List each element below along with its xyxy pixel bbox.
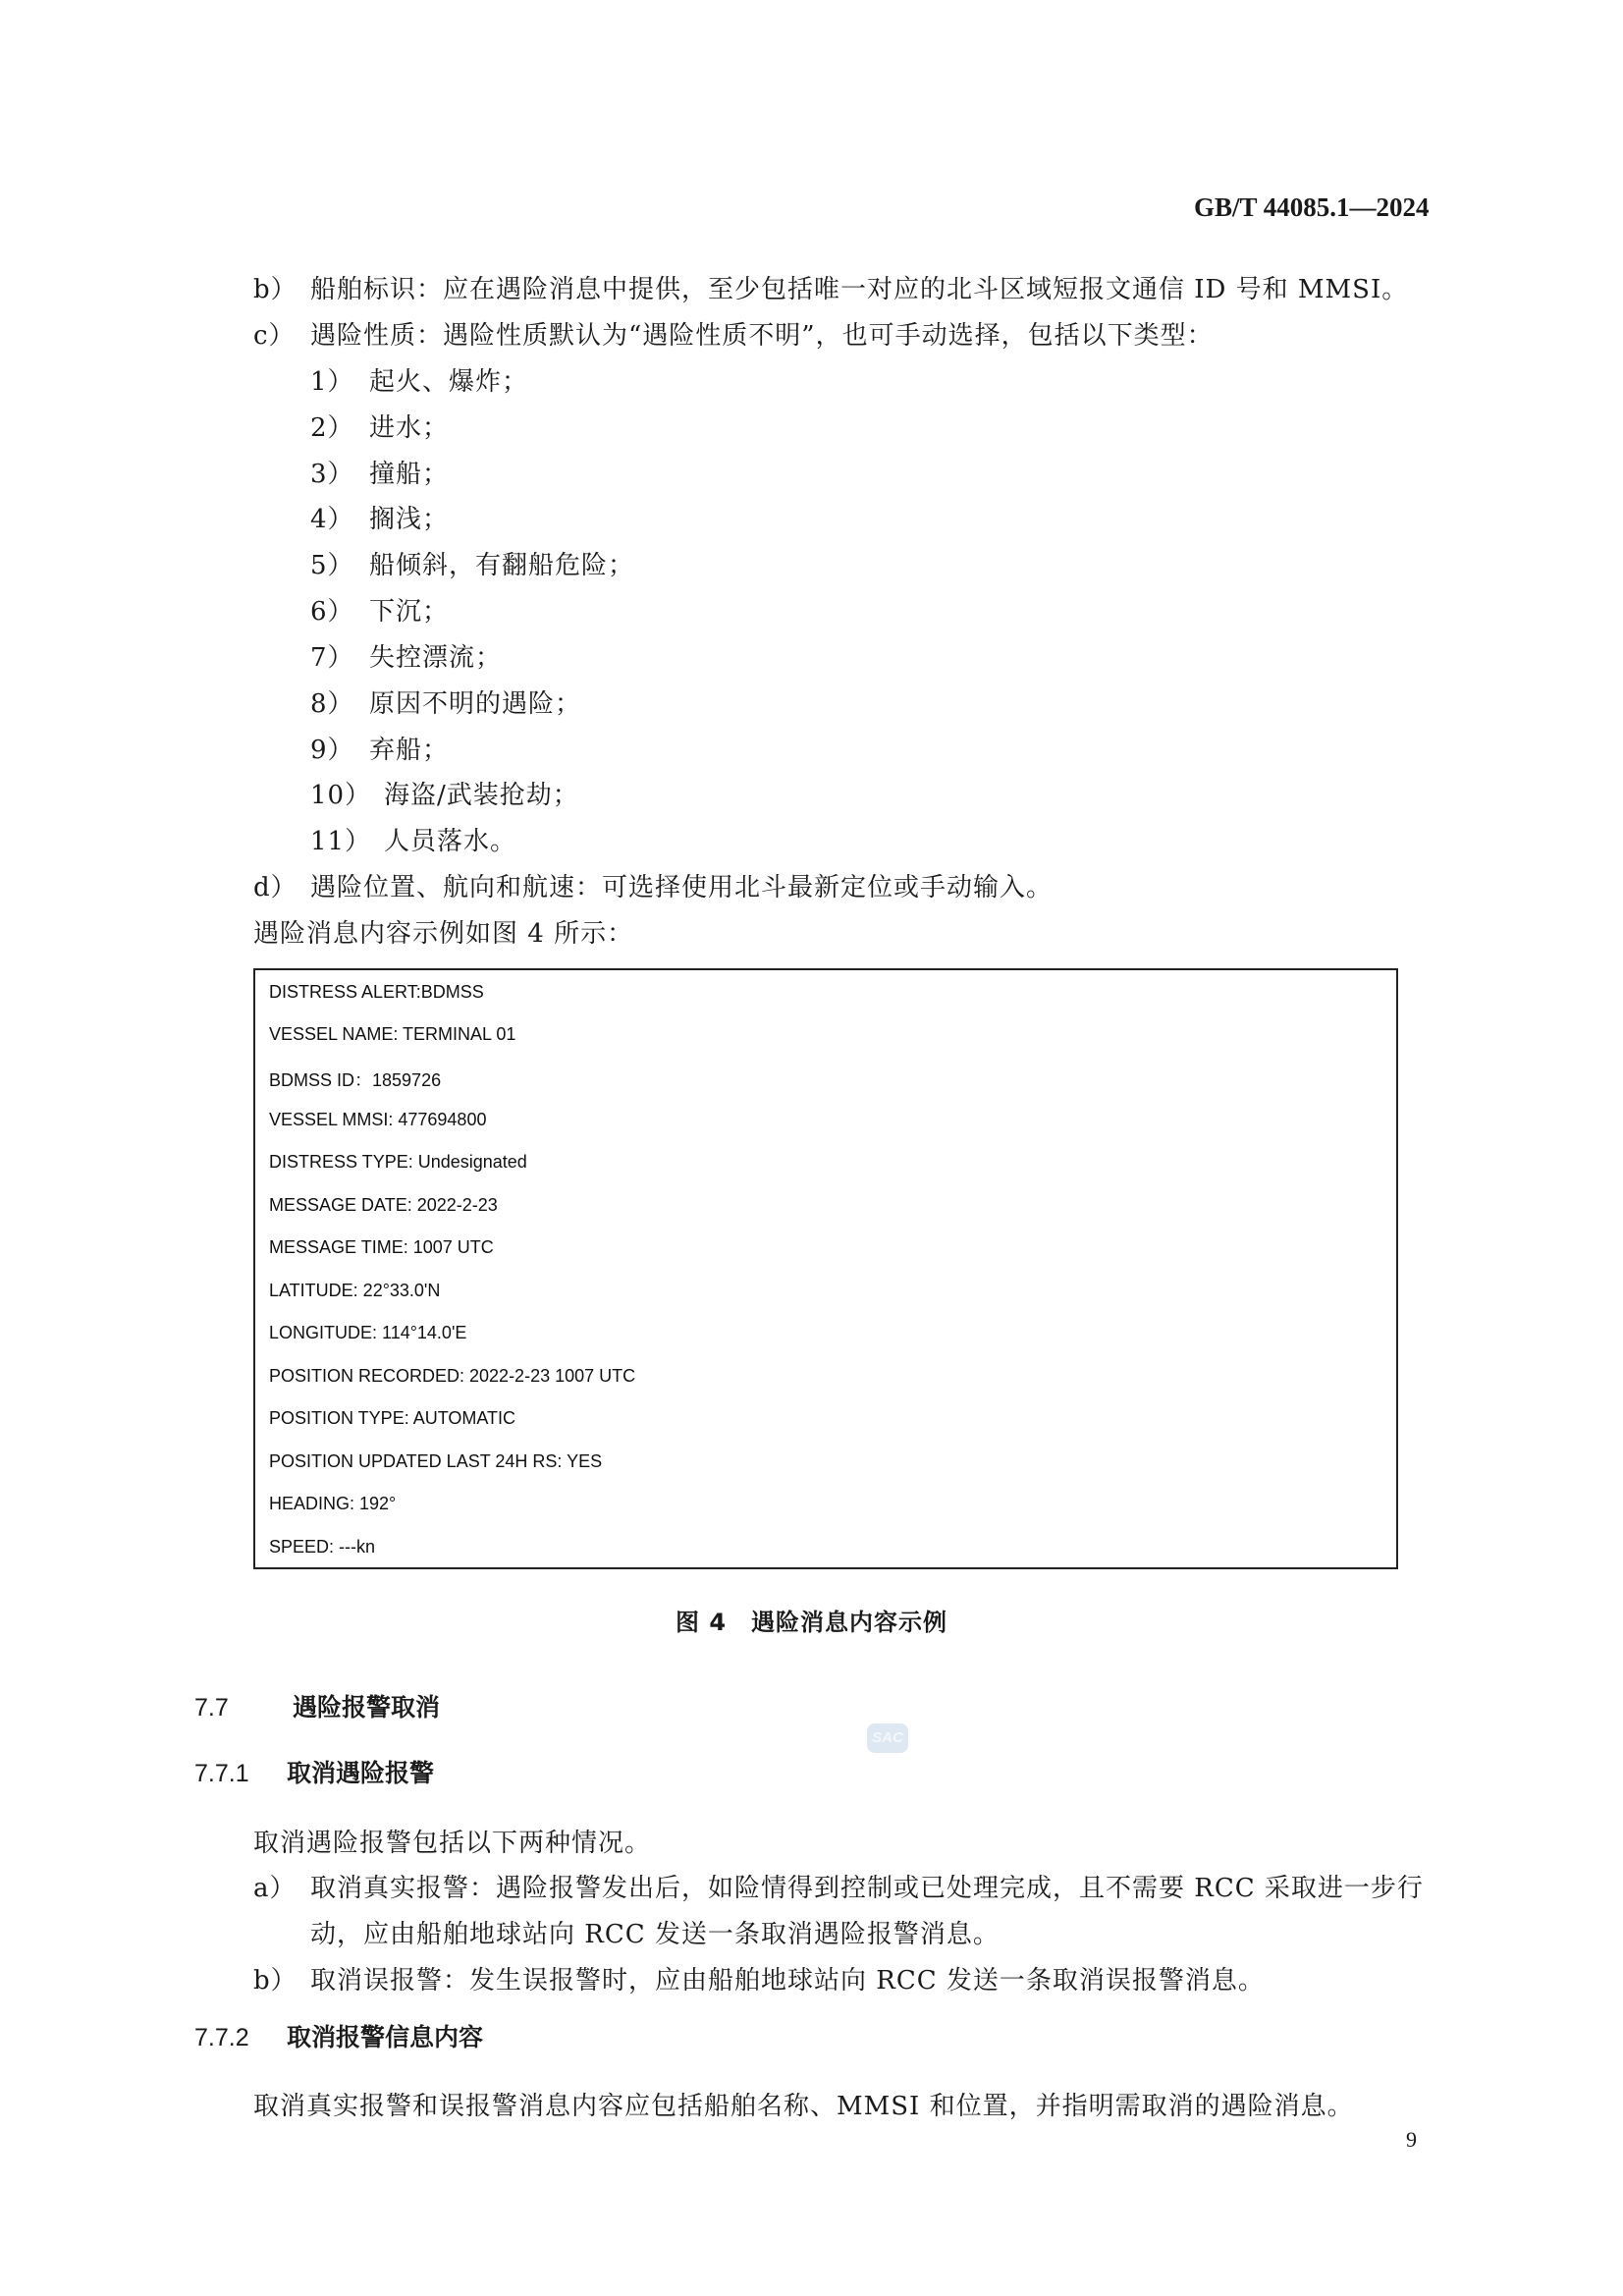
list-item-c (253, 315, 1214, 352)
list-marker: 4） (310, 505, 354, 534)
list-item-b (253, 269, 1408, 305)
section-intro: 取消遇险报警包括以下两种情况。 (253, 1829, 652, 1858)
list-item-b-cancel (253, 1960, 1265, 1996)
list-item-text: 失控漂流； (369, 643, 503, 673)
list-item-text: 搁浅； (369, 505, 450, 534)
figure-line: DISTRESS TYPE: Undesignated (269, 1152, 527, 1172)
example-intro: 遇险消息内容示例如图 4 所示： (253, 919, 634, 949)
section-number: 7.7.2 (194, 2024, 249, 2051)
section-title: 取消报警信息内容 (287, 2023, 484, 2051)
list-marker: b） (253, 275, 298, 304)
figure-line: LONGITUDE: 114°14.0'E (269, 1323, 467, 1342)
list-item-text: 取消真实报警：遇险报警发出后，如险情得到控制或已处理完成，且不需要 RCC 采取进一步行 (310, 1874, 1424, 1903)
list-item-text: 船舶标识：应在遇险消息中提供，至少包括唯一对应的北斗区域短报文通信 ID 号和 MMSI。 (310, 275, 1409, 304)
section-number: 7.7.1 (194, 1760, 249, 1787)
list-item-a (253, 1868, 1424, 1904)
page-number: 9 (1406, 2127, 1417, 2152)
list-item-text: 撞船； (369, 460, 450, 489)
list-item (310, 775, 579, 811)
list-item-a-continuation: 动，应由船舶地球站向 RCC 发送一条取消遇险报警消息。 (310, 1920, 1000, 1949)
figure-line: MESSAGE DATE: 2022-2-23 (269, 1195, 498, 1215)
figure-line: VESSEL MMSI: 477694800 (269, 1110, 487, 1129)
list-item-text: 起火、爆炸； (369, 367, 529, 397)
figure-line: SPEED: ---kn (269, 1537, 376, 1557)
section-title: 遇险报警取消 (293, 1693, 441, 1722)
list-marker: 6） (310, 597, 354, 627)
section-paragraph: 取消真实报警和误报警消息内容应包括船舶名称、MMSI 和位置，并指明需取消的遇险消息。 (253, 2092, 1354, 2121)
list-marker: 8） (310, 689, 354, 719)
list-marker: 3） (310, 460, 354, 489)
list-marker: 2） (310, 413, 354, 443)
list-item-d (253, 867, 1053, 903)
list-item (310, 821, 516, 857)
list-marker: 7） (310, 643, 354, 673)
list-item-text: 弃船； (369, 736, 450, 765)
list-item-text: 海盗/武装抢劫； (384, 781, 579, 810)
list-item-text: 进水； (369, 413, 450, 443)
list-marker: 11） (310, 827, 372, 856)
list-marker: 9） (310, 736, 354, 765)
list-item-text: 遇险性质：遇险性质默认为“遇险性质不明”，也可手动选择，包括以下类型： (310, 321, 1214, 351)
figure-line: BDMSS ID：1859726 (269, 1070, 442, 1090)
list-marker: a） (253, 1874, 297, 1903)
list-item-text: 原因不明的遇险； (369, 689, 582, 719)
section-heading-7-7-1 (194, 1754, 434, 1789)
section-heading-7-7-2 (194, 2018, 483, 2053)
list-item (310, 637, 502, 674)
list-item-text: 遇险位置、航向和航速：可选择使用北斗最新定位或手动输入。 (310, 873, 1054, 902)
figure-line: MESSAGE TIME: 1007 UTC (269, 1237, 494, 1257)
list-item (310, 591, 449, 628)
figure-line: LATITUDE: 22°33.0'N (269, 1281, 441, 1300)
list-item-text: 取消误报警：发生误报警时，应由船舶地球站向 RCC 发送一条取消误报警消息。 (310, 1966, 1265, 1995)
list-marker: 10） (310, 781, 372, 810)
section-number: 7.7 (194, 1694, 229, 1722)
figure-line: POSITION TYPE: AUTOMATIC (269, 1408, 516, 1428)
section-title: 取消遇险报警 (287, 1759, 435, 1787)
figure-line: DISTRESS ALERT:BDMSS (269, 982, 484, 1002)
figure-line: VESSEL NAME: TERMINAL 01 (269, 1024, 516, 1044)
list-item-text: 人员落水。 (384, 827, 517, 856)
list-item (310, 408, 449, 444)
list-item (310, 730, 449, 766)
figure-line: POSITION RECORDED: 2022-2-23 1007 UTC (269, 1366, 636, 1386)
document-number: GB/T 44085.1—2024 (1194, 192, 1430, 222)
figure-line: POSITION UPDATED LAST 24H RS: YES (269, 1451, 603, 1471)
sac-watermark-logo: SAC (867, 1723, 908, 1753)
section-heading-7-7 (194, 1688, 440, 1723)
list-marker: 5） (310, 551, 354, 580)
list-item (310, 545, 634, 581)
figure-line: HEADING: 192° (269, 1494, 397, 1513)
list-item (310, 454, 449, 490)
list-item-text: 下沉； (369, 597, 450, 627)
list-marker: d） (253, 873, 298, 902)
figure-caption: 图 4 遇险消息内容示例 (676, 1609, 948, 1636)
list-item-text: 船倾斜，有翻船危险； (369, 551, 635, 580)
list-item (310, 683, 581, 720)
list-item (310, 361, 528, 398)
distress-message-figure (253, 968, 1398, 1569)
list-marker: c） (253, 321, 296, 351)
list-marker: b） (253, 1966, 298, 1995)
list-item (310, 499, 449, 535)
list-marker: 1） (310, 367, 354, 397)
